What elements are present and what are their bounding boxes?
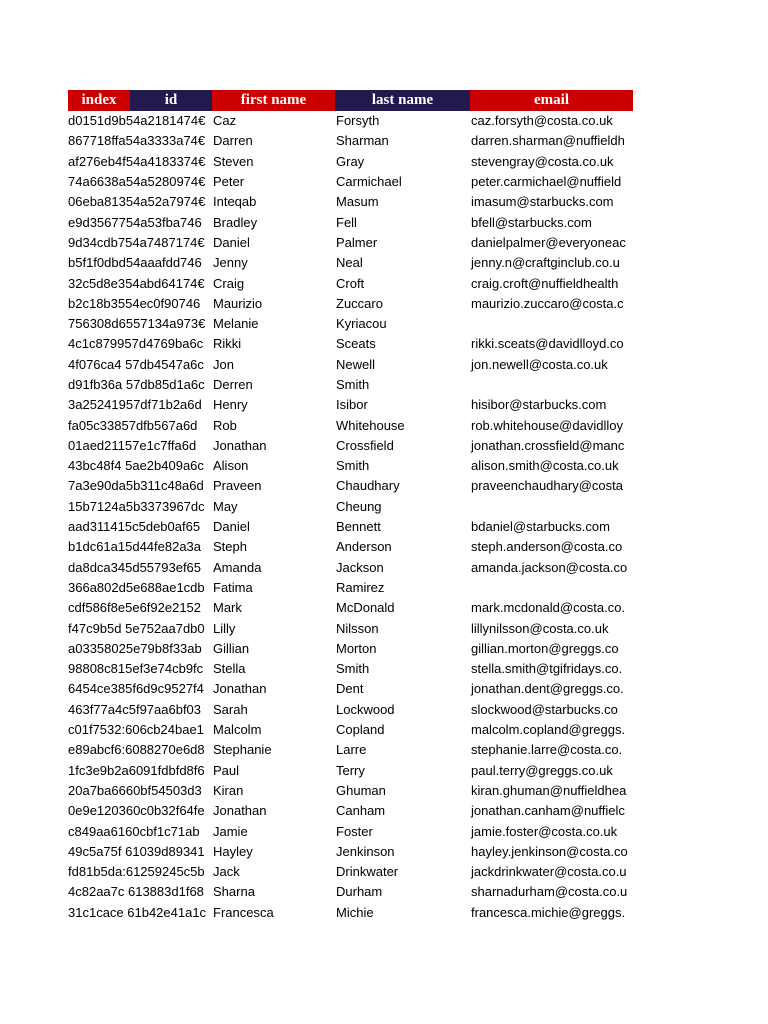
table-row [68, 314, 633, 334]
email-cell[interactable]: jonathan.canham@nuffielc [471, 803, 625, 819]
first-name-cell[interactable]: Jonathan [213, 803, 267, 819]
first-name-cell[interactable]: Lilly [213, 620, 236, 636]
last-name-cell[interactable]: Jenkinson [336, 843, 395, 859]
table-row [68, 903, 633, 923]
first-name-cell[interactable]: May [213, 498, 238, 514]
last-name-cell[interactable]: Carmichael [336, 174, 402, 190]
email-cell[interactable]: kiran.ghuman@nuffieldhea [471, 782, 627, 798]
first-name-cell[interactable]: Sarah [213, 701, 248, 717]
email-cell[interactable]: paul.terry@greggs.co.uk [471, 762, 613, 778]
email-cell[interactable]: lillynilsson@costa.co.uk [471, 620, 609, 636]
first-name-cell[interactable]: Daniel [213, 234, 250, 250]
first-name-cell[interactable]: Jamie [213, 823, 248, 839]
last-name-cell[interactable]: Cheung [336, 498, 382, 514]
header-first-name: first name [212, 90, 335, 111]
index-id-cell[interactable]: d0151d9b54a2181474€ [68, 113, 206, 129]
first-name-cell[interactable]: Derren [213, 377, 253, 392]
table-row [68, 537, 633, 557]
email-cell[interactable]: caz.forsyth@costa.co.uk [471, 113, 613, 129]
index-id-cell[interactable]: 3a25241957df71b2a6d [68, 397, 202, 413]
email-cell[interactable]: sharnadurham@costa.co.u [471, 884, 628, 900]
last-name-cell[interactable]: Masum [336, 194, 379, 210]
last-name-cell[interactable]: Copland [336, 722, 385, 738]
table-row [68, 152, 633, 172]
index-id-cell[interactable]: 74a6638a54a5280974€ [68, 174, 206, 190]
index-id-cell[interactable]: 4c82aa7c 613883d1f68 [68, 884, 204, 900]
email-cell[interactable]: jackdrinkwater@costa.co.u [471, 864, 627, 880]
first-name-cell[interactable]: Mark [213, 600, 242, 616]
email-cell[interactable]: jonathan.crossfield@manc [471, 437, 625, 453]
header-last-name: last name [335, 90, 470, 111]
index-id-cell[interactable]: 9d34cdb754a7487174€ [68, 234, 205, 250]
last-name-cell[interactable]: Morton [336, 640, 377, 656]
first-name-cell[interactable]: Rob [213, 417, 237, 433]
email-cell[interactable]: imasum@starbucks.com [471, 194, 614, 210]
last-name-cell[interactable]: Drinkwater [336, 864, 399, 880]
last-name-cell[interactable]: Lockwood [336, 701, 395, 717]
first-name-cell[interactable]: Steph [213, 539, 247, 555]
email-cell[interactable]: rob.whitehouse@davidlloy [471, 417, 623, 433]
last-name-cell[interactable]: Bennett [336, 519, 381, 535]
first-name-cell[interactable]: Stephanie [213, 742, 272, 758]
email-cell[interactable]: praveenchaudhary@costa [471, 478, 623, 494]
email-cell[interactable]: maurizio.zuccaro@costa.c [471, 295, 624, 311]
index-id-cell[interactable]: 06eba81354a52a7974€ [68, 194, 206, 210]
table-row [68, 781, 633, 801]
table-row [68, 639, 633, 659]
index-id-cell[interactable]: 31c1cace 61b42e41a1c [68, 904, 207, 920]
first-name-cell[interactable]: Steven [213, 153, 254, 169]
email-cell[interactable]: alison.smith@costa.co.uk [471, 458, 619, 474]
index-id-cell[interactable]: 98808c815ef3e74cb9fc [68, 661, 204, 677]
index-id-cell[interactable]: 32c5d8e354abd64174€ [68, 275, 205, 291]
index-id-cell[interactable]: fd81b5da:61259245c5b [68, 864, 205, 880]
last-name-cell[interactable]: Chaudhary [336, 478, 400, 494]
table-row [68, 436, 633, 456]
last-name-cell[interactable]: Ramirez [336, 579, 385, 595]
index-id-cell[interactable]: 1fc3e9b2a6091fdbfd8f6 [68, 762, 205, 778]
first-name-cell[interactable]: Bradley [213, 214, 258, 230]
email-cell[interactable]: jenny.n@craftginclub.co.u [471, 255, 620, 271]
header-row [68, 90, 633, 111]
first-name-cell[interactable]: Paul [213, 762, 240, 778]
table-row [68, 598, 633, 618]
index-id-cell[interactable]: 49c5a75f 61039d89341 [68, 843, 205, 859]
contacts-table [68, 90, 633, 923]
last-name-cell[interactable]: Durham [336, 884, 383, 900]
email-cell[interactable]: jonathan.dent@greggs.co. [471, 681, 624, 697]
last-name-cell[interactable]: Terry [336, 762, 365, 778]
last-name-cell[interactable]: Jackson [336, 559, 384, 575]
last-name-cell[interactable]: Nilsson [336, 620, 379, 636]
first-name-cell[interactable]: Jenny [213, 255, 248, 271]
index-id-cell[interactable]: b5f1f0dbd54aaafdd746 [68, 255, 202, 271]
last-name-cell[interactable]: Canham [336, 803, 386, 819]
last-name-cell[interactable]: Foster [336, 823, 373, 839]
first-name-cell[interactable]: Maurizio [213, 295, 263, 311]
index-id-cell[interactable]: 01aed21157e1c7ffa6d [68, 437, 197, 453]
email-cell[interactable]: rikki.sceats@davidlloyd.co [471, 336, 624, 352]
index-id-cell[interactable]: 4f076ca4 57db4547a6c [68, 356, 204, 372]
index-id-cell[interactable]: e9d3567754a53fba746 [68, 214, 202, 230]
last-name-cell[interactable]: Neal [336, 255, 363, 271]
index-id-cell[interactable]: 756308d6557134a973€ [68, 316, 206, 332]
index-id-cell[interactable]: 20a7ba6660bf54503d3 [68, 782, 202, 798]
table-row [68, 801, 633, 821]
email-cell[interactable]: danielpalmer@everyoneac [471, 234, 626, 250]
index-id-cell[interactable]: c849aa6160cbf1c71ab [68, 823, 200, 839]
email-cell[interactable]: slockwood@starbucks.co [471, 701, 618, 717]
last-name-cell[interactable]: Whitehouse [336, 417, 405, 433]
spreadsheet [68, 90, 633, 923]
first-name-cell[interactable]: Daniel [213, 519, 250, 535]
first-name-cell[interactable]: Stella [213, 661, 246, 677]
email-cell[interactable]: malcolm.copland@greggs. [471, 722, 626, 738]
table-row [68, 700, 633, 720]
index-id-cell[interactable]: a03358025e79b8f33ab [68, 640, 202, 656]
email-cell[interactable] [470, 375, 633, 395]
header-id: id [130, 90, 212, 111]
email-cell[interactable]: stevengray@costa.co.uk [471, 153, 614, 169]
last-name-cell[interactable]: Dent [336, 681, 364, 697]
email-cell[interactable]: hisibor@starbucks.com [471, 397, 607, 413]
header-email: email [470, 90, 633, 111]
email-cell[interactable]: stella.smith@tgifridays.co. [471, 661, 623, 677]
first-name-cell[interactable]: Kiran [213, 782, 244, 798]
email-cell[interactable] [470, 497, 633, 517]
last-name-cell[interactable]: McDonald [336, 600, 395, 616]
email-cell[interactable]: gillian.morton@greggs.co [471, 640, 619, 656]
email-cell[interactable]: steph.anderson@costa.co [471, 539, 623, 555]
table-row [68, 111, 633, 131]
table-row [68, 679, 633, 699]
email-cell[interactable]: stephanie.larre@costa.co. [471, 742, 623, 758]
table-row [68, 659, 633, 679]
first-name-cell[interactable]: Fatima [213, 579, 253, 595]
table-row [68, 415, 633, 435]
first-name-cell[interactable]: Jon [213, 356, 234, 372]
table-row [68, 192, 633, 212]
index-id-cell[interactable]: f47c9b5d 5e752aa7db0 [68, 620, 205, 636]
first-name-cell[interactable]: Inteqab [213, 194, 257, 210]
index-id-cell[interactable]: af276eb4f54a4183374€ [68, 153, 206, 169]
index-id-cell[interactable]: 867718ffa54a3333a74€ [68, 133, 206, 149]
email-cell[interactable]: francesca.michie@greggs. [471, 904, 626, 920]
table-row [68, 395, 633, 415]
first-name-cell[interactable]: Francesca [213, 904, 274, 920]
last-name-cell[interactable]: Forsyth [336, 113, 380, 129]
table-row [68, 476, 633, 496]
email-cell[interactable]: hayley.jenkinson@costa.co [471, 843, 628, 859]
last-name-cell[interactable]: Crossfield [336, 437, 394, 453]
last-name-cell[interactable]: Croft [336, 275, 365, 291]
index-id-cell[interactable]: 6454ce385f6d9c9527f4 [68, 681, 204, 697]
index-id-cell[interactable]: cdf586f8e5e6f92e2152 [68, 600, 202, 616]
index-id-cell[interactable]: 7a3e90da5b311c48a6d [68, 478, 204, 494]
index-id-cell[interactable]: 43bc48f4 5ae2b409a6c [68, 458, 204, 474]
table-row [68, 294, 633, 314]
email-cell[interactable] [470, 578, 633, 598]
email-cell[interactable]: jon.newell@costa.co.uk [471, 356, 608, 372]
index-id-cell[interactable]: 4c1c879957d4769ba6c [68, 336, 204, 352]
last-name-cell[interactable]: Smith [336, 377, 370, 392]
index-id-cell[interactable]: e89abcf6:6088270e6d8 [68, 742, 205, 758]
table-row [68, 355, 633, 375]
last-name-cell[interactable]: Sceats [336, 336, 376, 352]
header-index: index [68, 90, 130, 111]
table-row [68, 172, 633, 192]
email-cell[interactable]: darren.sharman@nuffieldh [471, 133, 625, 149]
table-row [68, 497, 633, 517]
table-row [68, 618, 633, 638]
email-cell[interactable] [470, 314, 633, 334]
email-cell[interactable]: craig.croft@nuffieldhealth [471, 275, 619, 291]
first-name-cell[interactable]: Caz [213, 113, 237, 129]
last-name-cell[interactable]: Fell [336, 214, 357, 230]
last-name-cell[interactable]: Smith [336, 458, 370, 474]
table-row [68, 456, 633, 476]
email-cell[interactable]: mark.mcdonald@costa.co. [471, 600, 626, 616]
first-name-cell[interactable]: Henry [213, 397, 248, 413]
first-name-cell[interactable]: Sharna [213, 884, 255, 900]
last-name-cell[interactable]: Sharman [336, 133, 389, 149]
last-name-cell[interactable]: Isibor [336, 397, 368, 413]
table-row [68, 821, 633, 841]
index-id-cell[interactable]: da8dca345d55793ef65 [68, 559, 202, 575]
table-row [68, 740, 633, 760]
first-name-cell[interactable]: Peter [213, 174, 245, 190]
index-id-cell[interactable]: aad311415c5deb0af65 [68, 519, 201, 535]
index-id-cell[interactable]: d91fb36a 57db85d1a6c [68, 377, 205, 392]
first-name-cell[interactable]: Rikki [213, 336, 242, 352]
first-name-cell[interactable]: Melanie [213, 316, 259, 332]
table-row [68, 273, 633, 293]
table-row [68, 761, 633, 781]
last-name-cell[interactable]: Michie [336, 904, 374, 920]
last-name-cell[interactable]: Larre [336, 742, 367, 758]
last-name-cell[interactable]: Anderson [336, 539, 392, 555]
index-id-cell[interactable]: 463f77a4c5f97aa6bf03 [68, 701, 202, 717]
first-name-cell[interactable]: Jack [213, 864, 240, 880]
first-name-cell[interactable]: Darren [213, 133, 253, 149]
index-id-cell[interactable]: c01f7532:606cb24bae1 [68, 722, 204, 738]
first-name-cell[interactable]: Amanda [213, 559, 262, 575]
email-cell[interactable]: jamie.foster@costa.co.uk [471, 823, 618, 839]
first-name-cell[interactable]: Jonathan [213, 681, 267, 697]
first-name-cell[interactable]: Alison [213, 458, 249, 474]
first-name-cell[interactable]: Praveen [213, 478, 262, 494]
table-row [68, 131, 633, 151]
table-row [68, 212, 633, 232]
table-row [68, 253, 633, 273]
table-row [68, 233, 633, 253]
table-row [68, 862, 633, 882]
table-row [68, 578, 633, 598]
table-row [68, 720, 633, 740]
table-row [68, 842, 633, 862]
email-cell[interactable]: bdaniel@starbucks.com [471, 519, 610, 535]
table-row [68, 334, 633, 354]
last-name-cell[interactable]: Ghuman [336, 782, 386, 798]
email-cell[interactable]: peter.carmichael@nuffield [471, 174, 622, 190]
last-name-cell[interactable]: Gray [336, 153, 365, 169]
index-id-cell[interactable]: b1dc61a15d44fe82a3a [68, 539, 202, 555]
table-row [68, 882, 633, 902]
first-name-cell[interactable]: Craig [213, 275, 245, 291]
last-name-cell[interactable]: Kyriacou [336, 316, 387, 332]
first-name-cell[interactable]: Gillian [213, 640, 250, 656]
last-name-cell[interactable]: Zuccaro [336, 295, 383, 311]
index-id-cell[interactable]: 0e9e120360c0b32f64fe [68, 803, 205, 819]
table-row [68, 375, 633, 395]
last-name-cell[interactable]: Smith [336, 661, 370, 677]
email-cell[interactable]: bfell@starbucks.com [471, 214, 592, 230]
table-row [68, 558, 633, 578]
first-name-cell[interactable]: Malcolm [213, 722, 262, 738]
index-id-cell[interactable]: 366a802d5e688ae1cdb [68, 579, 205, 595]
index-id-cell[interactable]: b2c18b3554ec0f90746 [68, 295, 201, 311]
table-row [68, 517, 633, 537]
first-name-cell[interactable]: Jonathan [213, 437, 267, 453]
last-name-cell[interactable]: Newell [336, 356, 376, 372]
index-id-cell[interactable]: fa05c33857dfb567a6d [68, 417, 198, 433]
first-name-cell[interactable]: Hayley [213, 843, 253, 859]
index-id-cell[interactable]: 15b7124a5b3373967dc [68, 498, 205, 514]
last-name-cell[interactable]: Palmer [336, 234, 378, 250]
email-cell[interactable]: amanda.jackson@costa.co [471, 559, 628, 575]
